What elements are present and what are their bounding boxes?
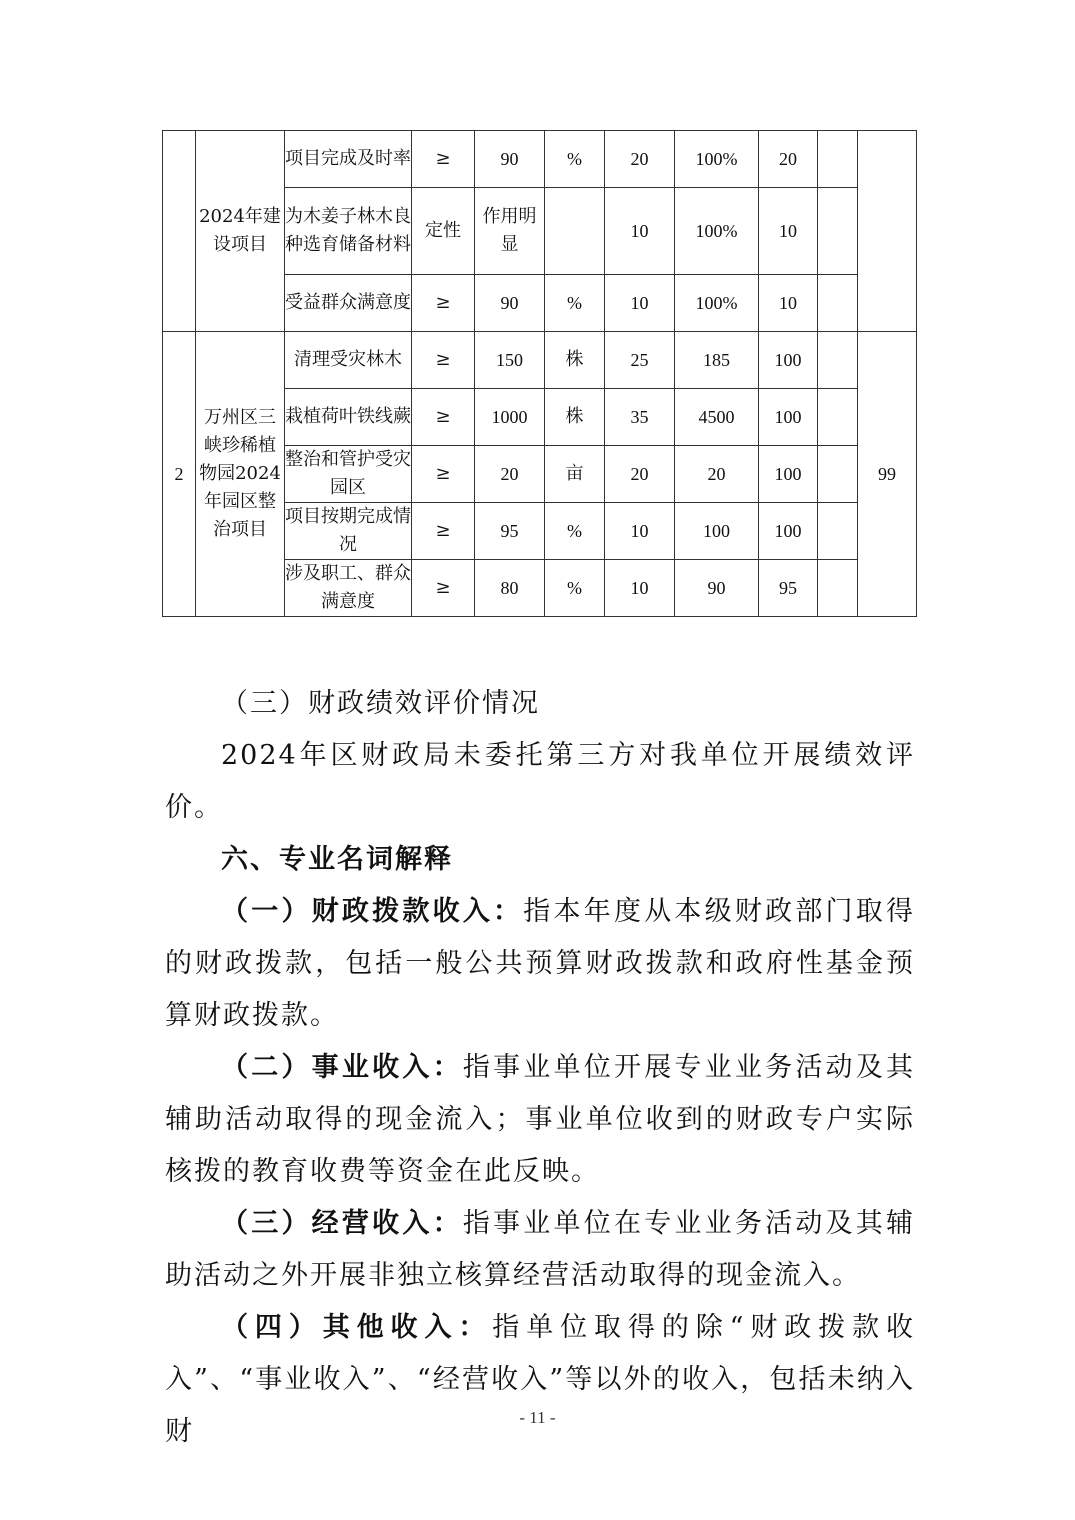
weight-cell: 10	[605, 188, 675, 275]
paragraph	[165, 886, 915, 1042]
weight-cell: 20	[605, 446, 675, 503]
term-definition: 指单位取得的除“财政拨款收入”、“事业收入”、“经营收入”等以外的收入，包括未纳入财	[165, 1312, 915, 1447]
paragraph	[165, 1042, 915, 1198]
empty-cell	[818, 503, 858, 560]
indicator-cell: 栽植荷叶铁线蕨	[285, 389, 412, 446]
performance-table	[162, 130, 917, 617]
actual-cell: 100%	[675, 275, 759, 332]
operator-cell: ≥	[412, 503, 475, 560]
target-cell: 20	[475, 446, 545, 503]
indicator-cell: 项目按期完成情况	[285, 503, 412, 560]
score-cell: 10	[759, 275, 818, 332]
actual-cell: 4500	[675, 389, 759, 446]
score-cell: 20	[759, 131, 818, 188]
term-label: （一）财政拨款收入：	[221, 896, 524, 927]
indicator-cell: 受益群众满意度	[285, 275, 412, 332]
actual-cell: 100%	[675, 131, 759, 188]
operator-cell: ≥	[412, 446, 475, 503]
actual-cell: 90	[675, 560, 759, 617]
unit-cell: %	[545, 503, 605, 560]
operator-cell: ≥	[412, 131, 475, 188]
term-label: （三）经营收入：	[221, 1208, 463, 1239]
weight-cell: 20	[605, 131, 675, 188]
unit-cell: %	[545, 560, 605, 617]
section-heading: （三）财政绩效评价情况	[221, 688, 540, 719]
weight-cell: 10	[605, 275, 675, 332]
unit-cell: 株	[545, 389, 605, 446]
body-text	[165, 678, 915, 1458]
actual-cell: 100%	[675, 188, 759, 275]
empty-cell	[818, 446, 858, 503]
table-row	[163, 332, 917, 389]
paragraph	[165, 1302, 915, 1458]
index-cell: 2	[163, 332, 196, 617]
term-definition: 指本年度从本级财政部门取得的财政拨款，包括一般公共预算财政拨款和政府性基金预算财政拨款。	[165, 896, 916, 1031]
term-label: （四）其他收入：	[221, 1312, 493, 1343]
operator-cell: ≥	[412, 389, 475, 446]
total-score-cell: 99	[858, 332, 917, 617]
actual-cell: 185	[675, 332, 759, 389]
score-cell: 100	[759, 332, 818, 389]
target-cell: 90	[475, 131, 545, 188]
empty-cell	[818, 332, 858, 389]
unit-cell	[545, 188, 605, 275]
weight-cell: 35	[605, 389, 675, 446]
weight-cell: 10	[605, 503, 675, 560]
operator-cell: ≥	[412, 332, 475, 389]
indicator-cell: 为木姜子林木良种选育储备材料	[285, 188, 412, 275]
table-row	[163, 131, 917, 188]
score-cell: 95	[759, 560, 818, 617]
term-label: （二）事业收入：	[221, 1052, 463, 1083]
score-cell: 100	[759, 503, 818, 560]
unit-cell: 亩	[545, 446, 605, 503]
empty-cell	[818, 560, 858, 617]
indicator-cell: 涉及职工、群众满意度	[285, 560, 412, 617]
project-name-cell: 万州区三峡珍稀植物园2024年园区整治项目	[196, 332, 285, 617]
empty-cell	[818, 188, 858, 275]
section-heading: 六、专业名词解释	[221, 844, 453, 875]
actual-cell: 20	[675, 446, 759, 503]
operator-cell: ≥	[412, 560, 475, 617]
weight-cell: 10	[605, 560, 675, 617]
paragraph: 2024年区财政局未委托第三方对我单位开展绩效评价。	[165, 740, 915, 823]
operator-cell: ≥	[412, 275, 475, 332]
unit-cell: %	[545, 275, 605, 332]
unit-cell: 株	[545, 332, 605, 389]
indicator-cell: 项目完成及时率	[285, 131, 412, 188]
score-cell: 10	[759, 188, 818, 275]
target-cell: 80	[475, 560, 545, 617]
score-cell: 100	[759, 389, 818, 446]
indicator-cell: 整治和管护受灾园区	[285, 446, 412, 503]
paragraph	[165, 1198, 915, 1302]
target-cell: 95	[475, 503, 545, 560]
page-number: - 11 -	[519, 1408, 556, 1427]
indicator-cell: 清理受灾林木	[285, 332, 412, 389]
empty-cell	[818, 275, 858, 332]
target-cell: 90	[475, 275, 545, 332]
unit-cell: %	[545, 131, 605, 188]
target-cell: 1000	[475, 389, 545, 446]
target-cell: 作用明显	[475, 188, 545, 275]
total-score-cell	[858, 131, 917, 332]
index-cell	[163, 131, 196, 332]
weight-cell: 25	[605, 332, 675, 389]
operator-cell: 定性	[412, 188, 475, 275]
target-cell: 150	[475, 332, 545, 389]
term-definition: 指事业单位开展专业业务活动及其辅助活动取得的现金流入；事业单位收到的财政专户实际核拨的教育收费等资金在此反映。	[165, 1052, 916, 1187]
empty-cell	[818, 389, 858, 446]
actual-cell: 100	[675, 503, 759, 560]
project-name-cell: 2024年建设项目	[196, 131, 285, 332]
empty-cell	[818, 131, 858, 188]
term-definition: 指事业单位在专业业务活动及其辅助活动之外开展非独立核算经营活动取得的现金流入。	[165, 1208, 916, 1291]
score-cell: 100	[759, 446, 818, 503]
